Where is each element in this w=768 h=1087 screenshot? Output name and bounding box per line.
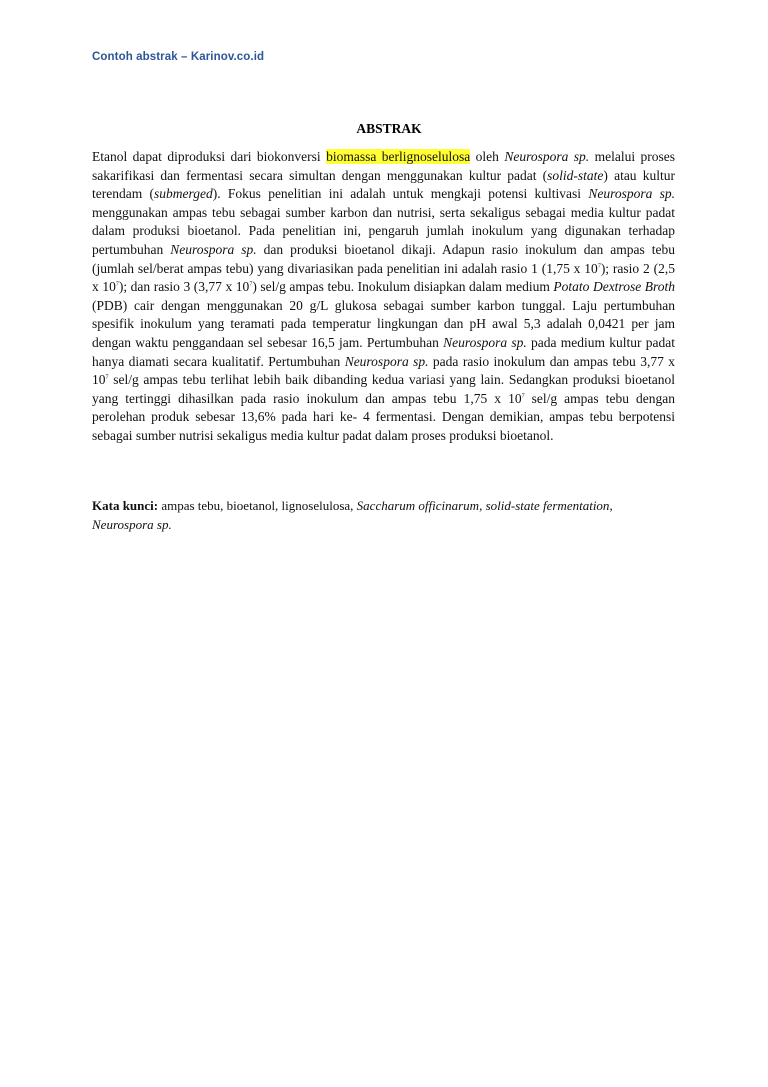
keyword-italic: Saccharum officinarum	[356, 498, 480, 513]
abstract-text: ); dan rasio 3 (3,77 x 10	[118, 279, 250, 295]
abstract-text: sel/g ampas tebu dengan perolehan produk sebesar 13,6% pada hari ke- 4 fermentasi. Dengan demikian, ampas tebu berpotensi sebagai sumber nutrisi sekaligus media kultur padat dalam proses produksi bioetanol.	[92, 390, 675, 443]
keywords-label: Kata kunci:	[92, 498, 159, 513]
abstract-text: ); rasio 2 (2,5 x 10	[92, 260, 676, 295]
keywords-text: ,	[479, 498, 486, 513]
species-name: Neurospora sp.	[588, 186, 675, 202]
species-name: Neurospora sp.	[443, 334, 527, 350]
abstract-text: (PDB) cair dengan menggunakan 20 g/L glukosa sebagai sumber karbon tunggal. Laju pertumbuhan spesifik inokulum yang teramati pada temperatur lingkungan dan pH awal 5,3 adalah 0,0421 per jam dengan waktu penggandaan sel sebesar 16,5 jam. Pertumbuhan	[92, 297, 675, 350]
species-name: Neurospora sp.	[504, 149, 590, 164]
keyword-italic: solid-state fermentation	[485, 498, 610, 513]
abstract-text: dan produksi bioetanol dikaji. Adapun rasio inokulum dan ampas tebu (jumlah sel/berat ampas tebu) yang divariasikan pada penelitian ini adalah rasio 1 (1,75 x 10	[92, 241, 676, 276]
italic-term: submerged	[154, 186, 213, 202]
italic-term: Potato Dextrose Broth	[553, 279, 675, 295]
abstract-text: ) sel/g ampas tebu. Inokulum disiapkan dalam medium	[252, 279, 554, 295]
abstract-text: Etanol dapat diproduksi dari biokonversi	[92, 149, 327, 164]
exponent: 7	[521, 393, 525, 400]
abstract-text: oleh	[470, 149, 505, 164]
abstract-text: melalui proses sakarifikasi dan fermentasi secara simultan dengan menggunakan kultur padat (	[92, 149, 675, 183]
abstract-text: sel/g ampas tebu terlihat lebih baik dibanding kedua variasi yang lain. Sedangkan produksi bioetanol yang tertinggi dihasilkan pada rasio inokulum dan ampas tebu 1,75 x 10	[92, 372, 675, 406]
keywords	[92, 496, 675, 534]
exponent: 7	[105, 374, 109, 381]
abstract-text: menggunakan ampas tebu sebagai sumber karbon dan nutrisi, serta sekaligus sebagai media kultur padat dalam produksi bioetanol. Pada penelitian ini, pengaruh jumlah inokulum yang digunakan terhadap pertumbuhan	[92, 204, 675, 257]
abstract-text: ) atau kultur terendam (	[92, 167, 675, 202]
exponent: 7	[597, 263, 601, 270]
abstract-body	[92, 148, 675, 446]
exponent: 7	[115, 281, 119, 288]
keywords-text: ,	[609, 498, 613, 513]
keyword-italic: Neurospora sp.	[92, 517, 172, 532]
keywords-text: ampas tebu, bioetanol, lignoselulosa,	[158, 498, 357, 513]
highlighted-term: biomassa berlignoselulosa	[326, 149, 471, 164]
abstract-text: pada medium kultur padat hanya diamati secara kualitatif. Pertumbuhan	[92, 334, 676, 369]
species-name: Neurospora sp.	[344, 353, 429, 369]
abstract-text: ). Fokus penelitian ini adalah untuk mengkaji potensi kultivasi	[212, 186, 589, 202]
document-header: Contoh abstrak – Karinov.co.id	[92, 51, 265, 63]
exponent: 7	[249, 281, 253, 288]
species-name: Neurospora sp.	[170, 241, 257, 257]
abstract-title: ABSTRAK	[356, 121, 422, 136]
italic-term: solid-state	[547, 167, 604, 183]
abstract-text: pada rasio inokulum dan ampas tebu 3,77 x 10	[92, 353, 675, 388]
